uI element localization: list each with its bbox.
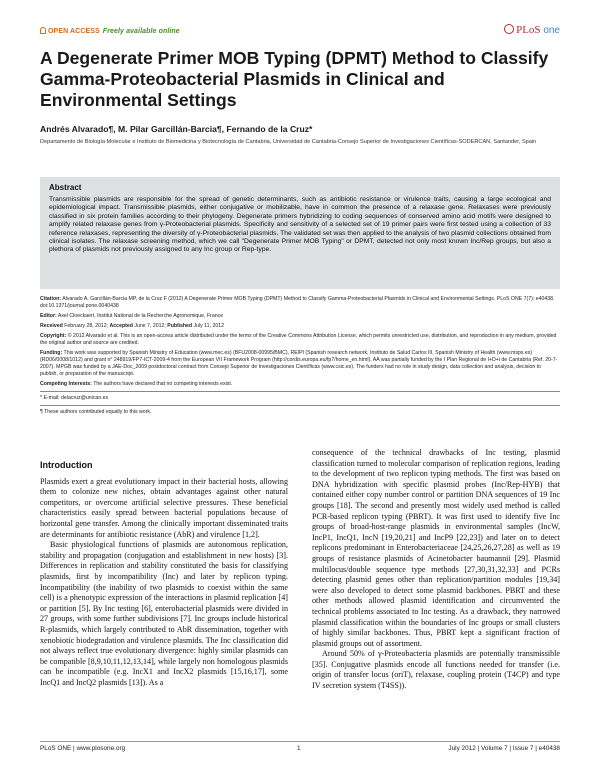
accepted-label: Accepted — [109, 323, 133, 330]
funding-label: Funding: — [40, 350, 63, 357]
body-paragraph: Basic physiological functions of plasmids are autonomous replication, stability and propagation (conjugation and establishment in new hosts) [3]. Differences in replication and stability constituted the basis for classifying plasmids, first by incompatibility (Inc) and later by replicon typing. Incompatibility (the inability of two plasmids to coexist within the same cell) is a phenotypic expression of the interactions in plasmid replication [4] or partition [5]. By Inc testing [6], enterobacterial plasmids were divided in 27 groups, with some further subdivisions [7]. Inc groups include historical R-plasmids, which largely contributed to AbR dissemination, together with xenobiotic biodegradation and virulence plasmids. The Inc classification did not always reflect true evolutionary divergence: highly similar plasmids can be compatible [8,9,10,11,12,13,14], while largely non homologous plasmids can be incompatible (e.g. IncX1 and IncX2 plasmids [15,16,17], some IncQ1 and IncQ2 plasmids [13]). As a — [40, 540, 288, 687]
meta-divider-2 — [40, 405, 560, 406]
page-number: 1 — [297, 745, 301, 752]
brand-one: one — [543, 25, 560, 36]
competing-row — [40, 381, 560, 388]
introduction-heading: Introduction — [40, 460, 93, 470]
journal-logo — [504, 24, 560, 36]
freely-available-label: Freely available online — [102, 28, 180, 35]
abstract-heading: Abstract — [49, 183, 82, 192]
citation-text: Alvarado A, Garcillán-Barcia MP, de la Cruz F (2012) A Degenerate Primer MOB Typing (DPMT) Method to Classify Gamma-Proteobacterial Plasmids in Clinical and Environmental Settings. PLoS ONE 7(7): e40438. doi:10.1371/journal.pone.0040438 — [40, 296, 555, 309]
meta-divider — [40, 391, 560, 392]
funding-text: This work was supported by Spanish Ministry of Education (www.mec.es) (BFU2008-00995/BMC), REIPI (Spanish research network, Instituto de Salud Carlos III, Spanish Ministry of Health (www.msps.es) (RD06/0008/1012) and grant n° 248919/FP7-ICT-2009-4 from the European VII Framework Program (http://cordis.europa.eu/fp7/home_en.html). AA was partially funded by the I Plan Regional de I+D+i de Cantabria (Ref. 20-7-2007). MPGB was funded by a JAE-Doc_2009 postdoctoral contract from Consejo Superior de Investigaciones Científicas (www.csic.es). The funders had no role in study design, data collection and analysis, decision to publish, or preparation of the manuscript. — [40, 350, 558, 377]
open-access-label: OPEN ACCESS — [48, 28, 100, 35]
body-paragraph: Around 50% of γ-Proteobacteria plasmids are potentially transmissible [35]. Conjugative plasmids encode all functions needed for transfer (i.e. origin of transfer locus (oriT), relaxase, coupling protein (T4CP) and type IV secretion system (T4SS)). — [312, 649, 560, 691]
competing-label: Competing Interests: — [40, 380, 92, 387]
body-paragraph: consequence of the technical drawbacks of Inc testing, plasmid classification turned to molecular comparison of replication regions, leading to the development of two replicon typing methods. The first was based on DNA hybridization with specific plasmid probes (Inc/Rep-HYB) that contained either copy number control or partition DNA sequences of 19 Inc groups [18]. The second and presently most widely used method is called PCR-based replicon typing (PBRT). It was first used to identify five Inc groups of broad-host-range plasmids in environmental samples (IncW, IncP1, IncQ1, IncN [19,20,21] and IncP9 [22,23]) and later on to detect replicons predominant in Enterobacteriaceae [24,25,26,27,28] as well as 19 groups of resistance plasmids of Acinetobacter baumannii [29]. Plasmid multilocus/double sequence type methods [27,30,31,32,33] and PCRs detecting plasmid genes other than replication/partition modules [19,34] were also developed to detect some plasmid backbones. PBRT and these other methods allowed plasmid identification and circumvented the technical problems associated to Inc testing. As a drawback, they narrowed plasmid classification within the boundaries of Inc groups or small clusters of highly similar backbones. Thus, PBRT kept a significant fraction of plasmid groups out of assortment. — [312, 448, 560, 648]
editor-label: Editor: — [40, 312, 57, 319]
body-column-left — [40, 460, 288, 688]
paper-title: A Degenerate Primer MOB Typing (DPMT) Method to Classify Gamma-Proteobacterial Plasmids in Clinical and Environmental Settings — [40, 48, 549, 110]
accepted-date: June 7, 2012; — [134, 323, 166, 330]
funding-row — [40, 350, 560, 377]
body-paragraph: Plasmids exert a great evolutionary impact in their bacterial hosts, allowing them to colonize new niches, obtain advantages against other natural competitors, or overcome artificial selective pressures. These beneficial characteristics easily spread between bacterial populations because of horizontal gene transfer. Among the clinically important disseminated traits are determinants for antibiotic resistance (AbR) and virulence [1,2]. — [40, 476, 288, 539]
competing-text: The authors have declared that no competing interests exist. — [93, 380, 233, 387]
dates-row — [40, 323, 560, 330]
abstract-box — [40, 177, 560, 289]
abstract-text: Transmissible plasmids are responsible for the spread of genetic determinants, such as antibiotic resistance or virulence traits, causing a large ecological and epidemiological impact. Transmissible plasmids, either conjugative or mobilizable, have in common the presence of a relaxase gene. Relaxases were previously classified in six protein families according to their phylogeny. Degenerate primers hybridizing to coding sequences of conserved amino acid motifs were designed to amplify related relaxase genes from γ-Proteobacterial plasmids. Specificity and sensitivity of a selected set of 19 primer pairs were first tested using a collection of 33 reference relaxases, representing the diversity of γ-Proteobacterial plasmids. The validated set was then applied to the analysis of two plasmid collections obtained from clinical isolates. The relaxase screening method, which we call "Degenerate Primer MOB Typing" or DPMT, detected not only most known Inc/Rep groups, but also a plethora of plasmids not previously assigned to any Inc group or Rep-type. — [49, 196, 551, 254]
footer-issue: July 2012 | Volume 7 | Issue 7 | e40438 — [448, 745, 560, 752]
published-date: July 11, 2012 — [193, 323, 224, 330]
open-lock-icon — [40, 27, 46, 34]
footer-journal: PLoS ONE | www.plosone.org — [40, 745, 126, 752]
received-label: Received — [40, 323, 63, 330]
author-list: Andrés Alvarado¶, M. Pilar Garcillán-Barcia¶, Fernando de la Cruz* — [40, 124, 313, 134]
brand-plos: PLoS — [516, 24, 541, 36]
email-row: * E-mail: delacruz@unican.es — [40, 395, 109, 402]
plos-logo-icon — [504, 24, 514, 34]
editor-text: Axel Cloeckaert, Institut National de la Recherche Agronomique, France — [57, 312, 224, 319]
article-metadata — [40, 296, 560, 419]
journal-header — [40, 24, 560, 41]
page-footer — [40, 741, 560, 753]
equal-contribution-row: ¶ These authors contributed equally to this work. — [40, 409, 152, 416]
editor-row — [40, 313, 560, 320]
affiliation: Departamento de Biología Molecular e Instituto de Biomedicina y Biotecnología de Cantabria, Universidad de Cantabria-Consejo Superior de Investigaciones Científicas-SODERCAN, Santander, Spain — [40, 139, 537, 145]
copyright-label: Copyright: — [40, 333, 67, 340]
body-column-right — [312, 448, 560, 692]
open-access-badge — [40, 27, 180, 35]
received-date: February 28, 2012; — [64, 323, 109, 330]
citation-row — [40, 296, 560, 310]
published-label: Published — [167, 323, 193, 330]
copyright-text: © 2012 Alvarado et al. This is an open-access article distributed under the terms of the Creative Commons Attribution License, which permits unrestricted use, distribution, and reproduction in any medium, provided the original author and source are credited. — [40, 333, 557, 347]
copyright-row — [40, 333, 560, 347]
citation-label: Citation: — [40, 296, 62, 302]
